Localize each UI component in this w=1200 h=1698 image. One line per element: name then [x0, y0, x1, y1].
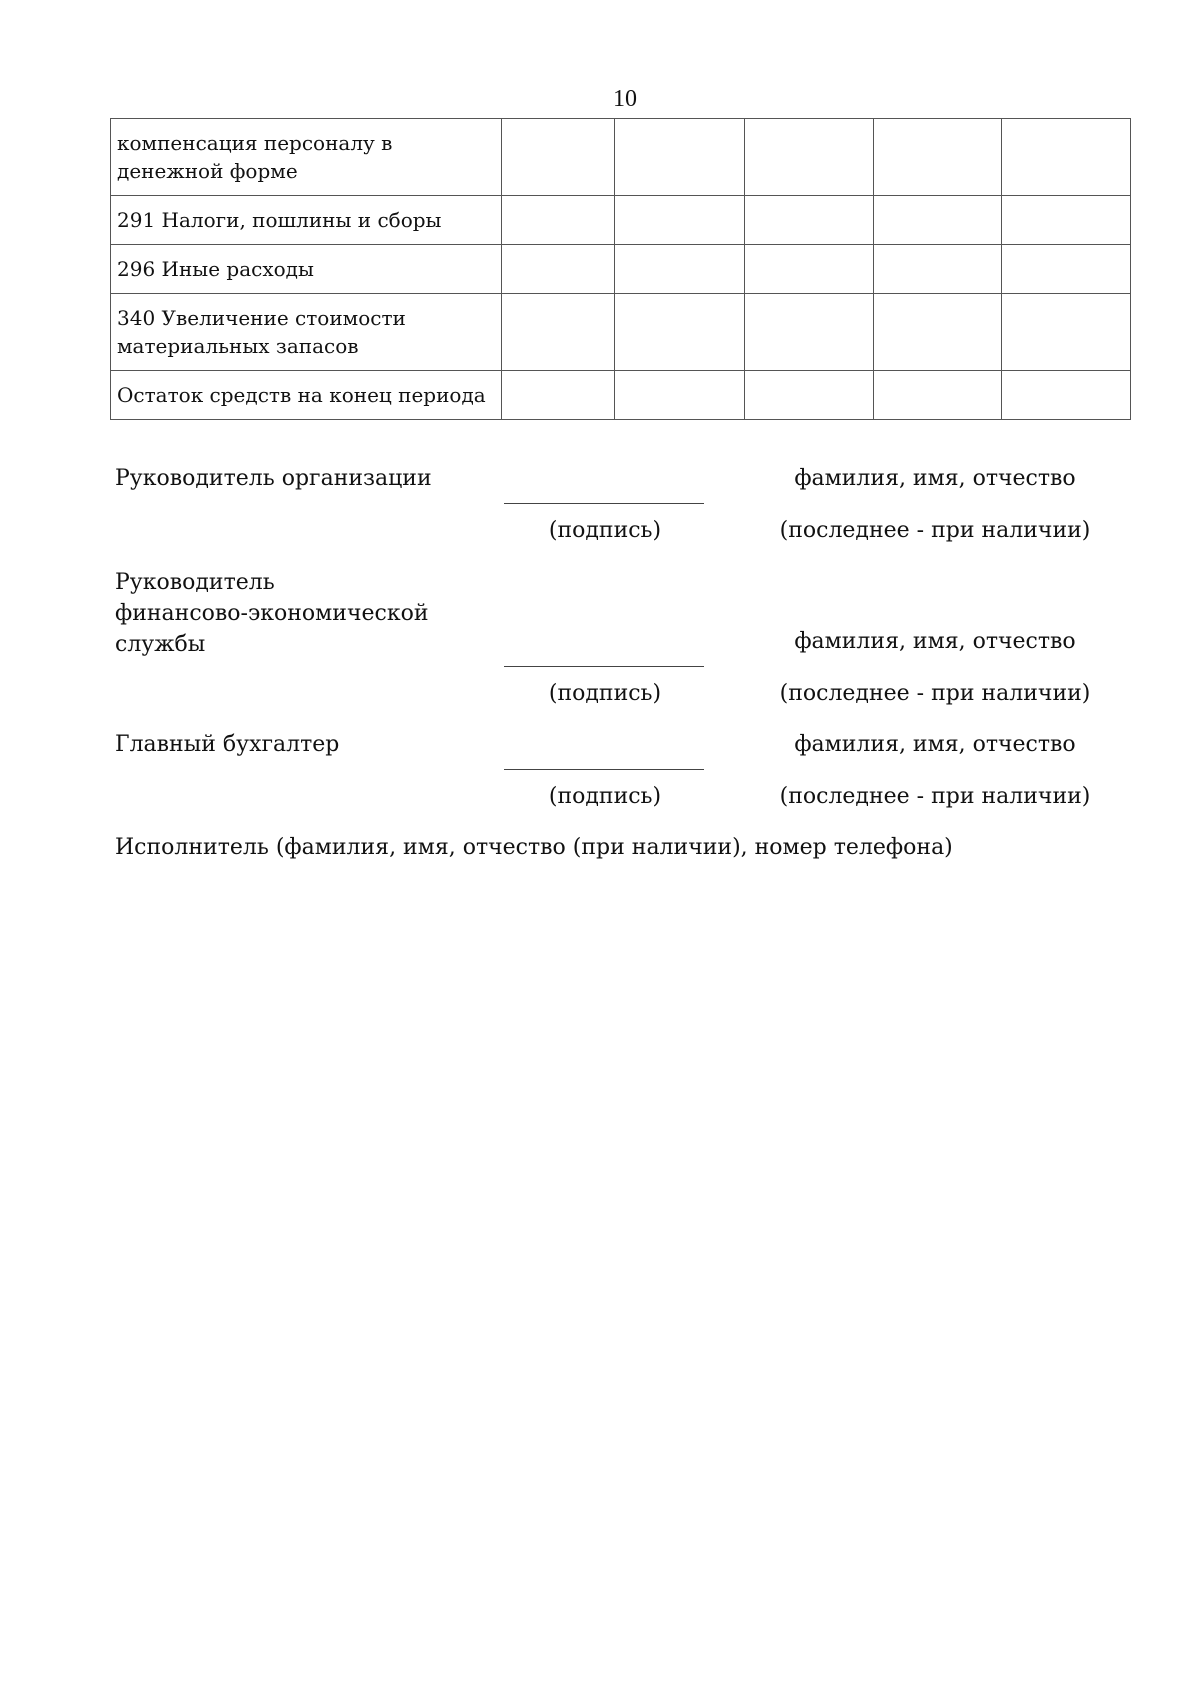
- row-label: компенсация персоналу в денежной форме: [111, 119, 502, 196]
- table-row: [111, 196, 1131, 245]
- table-cell: [1002, 196, 1131, 245]
- accountant-signature-line: [504, 769, 704, 770]
- head-label: Руководитель организации: [115, 466, 432, 491]
- table-row: [111, 371, 1131, 420]
- table-cell: [615, 245, 745, 294]
- accountant-name-note: (последнее - при наличии): [779, 784, 1091, 809]
- table-cell: [615, 196, 745, 245]
- row-label: 296 Иные расходы: [111, 245, 502, 294]
- table-cell: [873, 294, 1002, 371]
- table-cell: [745, 245, 874, 294]
- table-row: [111, 245, 1131, 294]
- row-label: Остаток средств на конец периода: [111, 371, 502, 420]
- table-cell: [615, 294, 745, 371]
- table-cell: [745, 371, 874, 420]
- table-cell: [745, 196, 874, 245]
- accountant-label: Главный бухгалтер: [115, 732, 340, 757]
- table-cell: [615, 371, 745, 420]
- finance-name-caption: фамилия, имя, отчество: [794, 629, 1076, 654]
- table-cell: [501, 371, 615, 420]
- finance-label-line: финансово-экономической: [115, 601, 429, 626]
- head-name-note: (последнее - при наличии): [779, 518, 1091, 543]
- table-cell: [873, 196, 1002, 245]
- head-signature-line: [504, 503, 704, 504]
- table-cell: [873, 371, 1002, 420]
- finance-label-line: службы: [115, 632, 206, 657]
- page-number: 10: [613, 86, 637, 112]
- row-label: 340 Увеличение стоимости материальных запасов: [111, 294, 502, 371]
- table-cell: [615, 119, 745, 196]
- finance-label-line: Руководитель: [115, 570, 275, 595]
- accountant-signature-caption: (подпись): [548, 784, 662, 809]
- report-table: [110, 118, 1131, 420]
- head-signature-caption: (подпись): [548, 518, 662, 543]
- table-cell: [745, 294, 874, 371]
- finance-name-note: (последнее - при наличии): [779, 681, 1091, 706]
- table-row: [111, 294, 1131, 371]
- table-row: [111, 119, 1131, 196]
- table-cell: [873, 245, 1002, 294]
- table-cell: [1002, 294, 1131, 371]
- table-cell: [1002, 371, 1131, 420]
- table-cell: [1002, 119, 1131, 196]
- table-cell: [501, 245, 615, 294]
- head-name-caption: фамилия, имя, отчество: [794, 466, 1076, 491]
- executor-line: Исполнитель (фамилия, имя, отчество (при наличии), номер телефона): [115, 835, 953, 860]
- table-cell: [745, 119, 874, 196]
- table-cell: [501, 196, 615, 245]
- table-cell: [1002, 245, 1131, 294]
- finance-label: [115, 567, 429, 660]
- finance-signature-line: [504, 666, 704, 667]
- row-label: 291 Налоги, пошлины и сборы: [111, 196, 502, 245]
- table-cell: [501, 119, 615, 196]
- finance-signature-caption: (подпись): [548, 681, 662, 706]
- table-cell: [873, 119, 1002, 196]
- accountant-name-caption: фамилия, имя, отчество: [794, 732, 1076, 757]
- table-cell: [501, 294, 615, 371]
